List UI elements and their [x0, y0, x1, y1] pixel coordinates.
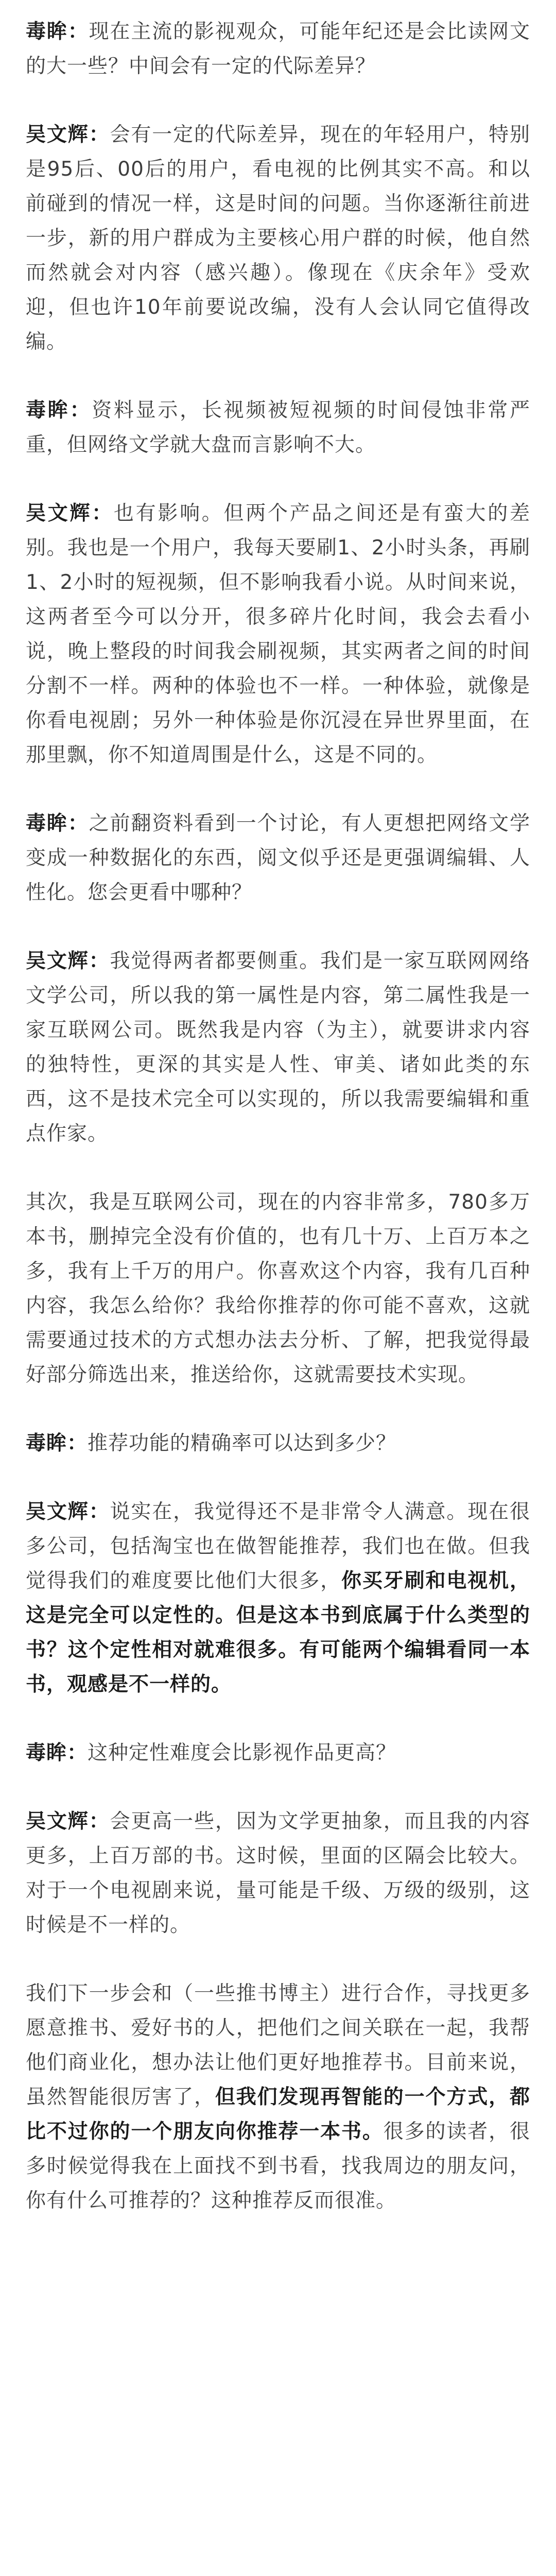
text-run: 会有一定的代际差异，现在的年轻用户，特别是95后、00后的用户，看电视的比例其实不高。和以前碰到的情况一样，这是时间的问题。当你逐渐往前进一步，新的用户群成为主要核心用户群的时候，他自然而然就会对内容（感兴趣）。像现在《庆余年》受欢迎，但也许10年前要说改编，没有人会认同它值得改编。	[26, 123, 530, 353]
speaker-dumou: 毒眸：	[26, 20, 89, 43]
paragraph-answer-data-vs-editor	[26, 944, 530, 1151]
text-run: 其次，我是互联网公司，现在的内容非常多，780多万本书，删掉完全没有价值的，也有几十万、上百万本之多，我有上千万的用户。你喜欢这个内容，我有几百种内容，我怎么给你？我给你推荐的你可能不喜欢，这就需要通过技术的方式想办法去分析、了解，把我觉得最好部分筛选出来，推送给你，这就需要技术实现。	[26, 1191, 530, 1386]
text-run: 说实在，我觉得还不是非常令人满意。现在很多公司，包括淘宝也在做智能推荐，我们也在做。但我觉得我们的难度要比他们大很多，	[26, 1500, 530, 1592]
speaker-wu-wenhui: 吴文辉：	[26, 1810, 110, 1833]
text-run: 很多的读者，很多时候觉得我在上面找不到书看，找我周边的朋友问，你有什么可推荐的？这种推荐反而很准。	[26, 2120, 530, 2212]
text-run: 之前翻资料看到一个讨论，有人更想把网络文学变成一种数据化的东西，阅文似乎还是更强调编辑、人性化。您会更看中哪种？	[26, 812, 530, 904]
speaker-wu-wenhui: 吴文辉：	[26, 1500, 110, 1523]
speaker-dumou: 毒眸：	[26, 1741, 88, 1765]
paragraph-question-age-gap	[26, 14, 530, 83]
paragraph-question-short-video	[26, 393, 530, 462]
paragraph-question-classification	[26, 1736, 530, 1770]
speaker-wu-wenhui: 吴文辉：	[26, 123, 110, 146]
paragraph-answer-recommendation-plan	[26, 1976, 530, 2218]
speaker-wu-wenhui: 吴文辉：	[26, 950, 110, 973]
paragraph-answer-classification	[26, 1804, 530, 1942]
paragraph-answer-accuracy	[26, 1495, 530, 1702]
paragraph-question-accuracy	[26, 1426, 530, 1461]
text-run: 我觉得两者都要侧重。我们是一家互联网网络文学公司，所以我的第一属性是内容，第二属性我是一家互联网公司。既然我是内容（为主），就要讲求内容的独特性，更深的其实是人性、审美、诸如此类的东西，这不是技术完全可以实现的，所以我需要编辑和重点作家。	[26, 950, 530, 1145]
speaker-dumou: 毒眸：	[26, 399, 92, 422]
text-run: 资料显示，长视频被短视频的时间侵蚀非常严重，但网络文学就大盘而言影响不大。	[26, 399, 530, 456]
paragraph-question-data-vs-editor	[26, 806, 530, 910]
text-run: 也有影响。但两个产品之间还是有蛮大的差别。我也是一个用户，我每天要刷1、2小时头条，再刷1、2小时的短视频，但不影响我看小说。从时间来说，这两者至今可以分开，很多碎片化时间，我会去看小说，晚上整段的时间我会刷视频，其实两者之间的时间分割不一样。两种的体验也不一样。一种体验，就像是你看电视剧；另外一种体验是你沉浸在异世界里面，在那里飘，你不知道周围是什么，这是不同的。	[26, 502, 530, 767]
text-run: 现在主流的影视观众，可能年纪还是会比读网文的大一些？中间会有一定的代际差异？	[26, 20, 530, 78]
paragraph-answer-short-video	[26, 496, 530, 772]
paragraph-answer-age-gap	[26, 117, 530, 359]
text-run: 这种定性难度会比影视作品更高？	[88, 1741, 397, 1765]
bold-text-run: 你买牙刷和电视机，这是完全可以定性的。但是这本书到底属于什么类型的书？这个定性相对就难很多。有可能两个编辑看同一本书，观感是不一样的。	[26, 1569, 530, 1696]
text-run: 我们下一步会和（一些推书博主）进行合作，寻找更多愿意推书、爱好书的人，把他们之间关联在一起，我帮他们商业化，想办法让他们更好地推荐书。目前来说，虽然智能很厉害了，	[26, 1982, 530, 2109]
paragraph-answer-tech-continued	[26, 1185, 530, 1392]
text-run: 会更高一些，因为文学更抽象，而且我的内容更多，上百万部的书。这时候，里面的区隔会比较大。对于一个电视剧来说，量可能是千级、万级的级别，这时候是不一样的。	[26, 1810, 530, 1937]
speaker-dumou: 毒眸：	[26, 1432, 88, 1455]
bold-text-run: 但我们发现再智能的一个方式，都比不过你的一个朋友向你推荐一本书。	[26, 2086, 530, 2143]
speaker-dumou: 毒眸：	[26, 812, 89, 835]
speaker-wu-wenhui: 吴文辉：	[26, 502, 114, 525]
text-run: 推荐功能的精确率可以达到多少？	[88, 1432, 397, 1455]
